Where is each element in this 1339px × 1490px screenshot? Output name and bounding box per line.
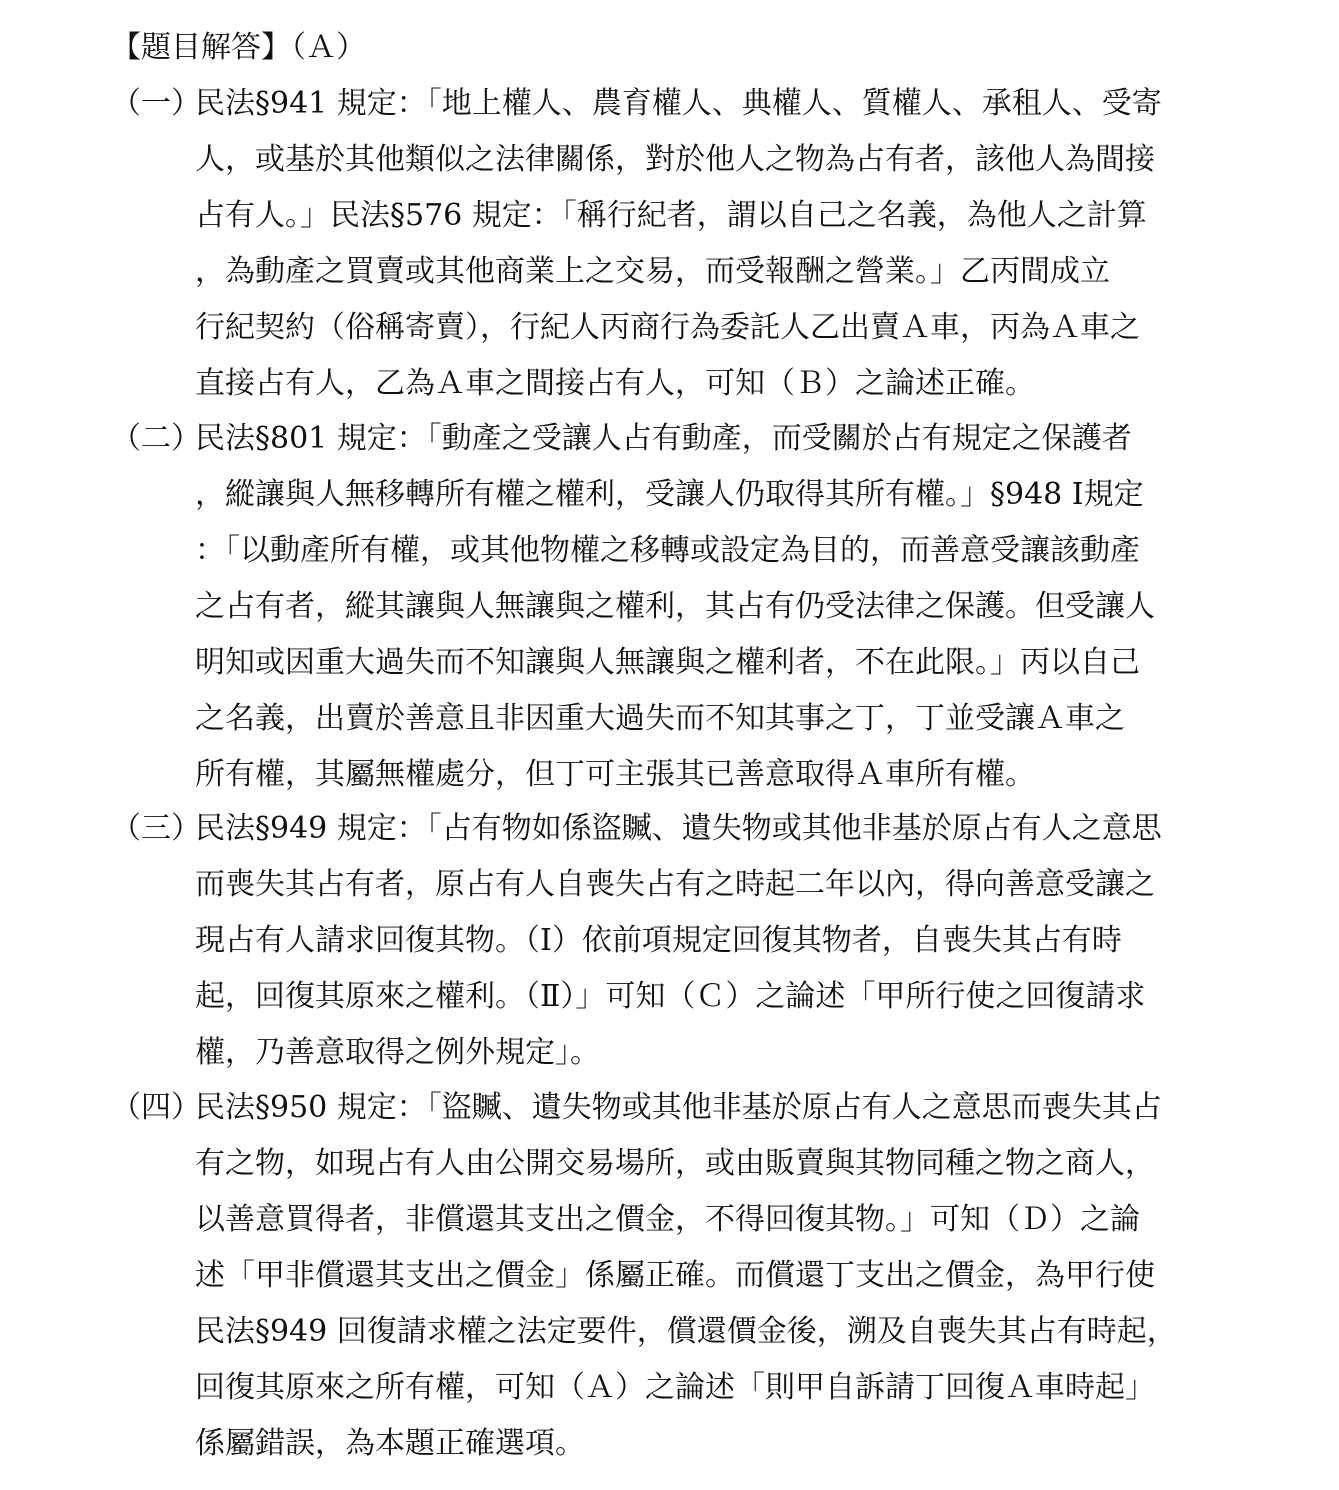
section-body: [195, 76, 1162, 412]
text-line: 之占有者，縱其讓與人無讓與之權利，其占有仍受法律之保護。但受讓人: [195, 589, 1155, 624]
text-line: 民法§950 規定：「盜贓、遺失物或其他非基於原占有人之意思而喪失其占: [195, 1090, 1162, 1125]
section-body: [195, 1080, 1177, 1472]
text-line: 行紀契約（俗稱寄賣），行紀人丙商行為委託人乙出賣Ａ車，丙為Ａ車之: [195, 310, 1140, 345]
text-line: 述「甲非償還其支出之價金」係屬正確。而償還丁支出之價金，為甲行使: [195, 1258, 1155, 1293]
section-marker: （四）: [111, 1090, 201, 1125]
text-line: 民法§949 規定：「占有物如係盜贓、遺失物或其他非基於原占有人之意思: [195, 811, 1162, 846]
text-line: 民法§801 規定：「動產之受讓人占有動產，而受關於占有規定之保護者: [195, 421, 1132, 456]
text-line: 有之物，如現占有人由公開交易場所，或由販賣與其物同種之物之商人，: [195, 1146, 1155, 1181]
text-line: 民法§949 回復請求權之法定要件，償還價金後，溯及自喪失其占有時起，: [195, 1314, 1177, 1349]
text-line: ，縱讓與人無移轉所有權之權利，受讓人仍取得其所有權。」§948 Ⅰ規定: [195, 477, 1144, 512]
text-line: 而喪失其占有者，原占有人自喪失占有之時起二年以內，得向善意受讓之: [195, 867, 1155, 902]
section-marker: （一）: [111, 86, 201, 121]
text-line: ，為動產之買賣或其他商業上之交易，而受報酬之營業。」乙丙間成立: [195, 254, 1110, 289]
section-marker: （三）: [111, 811, 201, 846]
text-line: 係屬錯誤，為本題正確選項。: [195, 1426, 585, 1461]
section-body: [195, 801, 1162, 1081]
text-line: 起，回復其原來之權利。（Ⅱ）」可知（Ｃ）之論述「甲所行使之回復請求: [195, 979, 1146, 1014]
text-line: ：「以動產所有權，或其他物權之移轉或設定為目的，而善意受讓該動產: [195, 533, 1140, 568]
text-line: 現占有人請求回復其物。（Ⅰ）依前項規定回復其物者，自喪失其占有時: [195, 923, 1122, 958]
text-line: 明知或因重大過失而不知讓與人無讓與之權利者，不在此限。」丙以自己: [195, 645, 1140, 680]
section-body: [195, 411, 1155, 803]
answer-heading: 【題目解答】（Ａ）: [111, 30, 366, 65]
text-line: 之名義，出賣於善意且非因重大過失而不知其事之丁，丁並受讓Ａ車之: [195, 701, 1125, 736]
text-line: 回復其原來之所有權，可知（Ａ）之論述「則甲自訴請丁回復Ａ車時起」: [195, 1370, 1155, 1405]
section-marker: （二）: [111, 421, 201, 456]
text-line: 所有權，其屬無權處分，但丁可主張其已善意取得Ａ車所有權。: [195, 757, 1035, 792]
text-line: 權，乃善意取得之例外規定」。: [195, 1035, 600, 1070]
text-line: 直接占有人，乙為Ａ車之間接占有人，可知（Ｂ）之論述正確。: [195, 366, 1035, 401]
text-line: 人，或基於其他類似之法律關係，對於他人之物為占有者，該他人為間接: [195, 142, 1155, 177]
text-line: 民法§941 規定：「地上權人、農育權人、典權人、質權人、承租人、受寄: [195, 86, 1162, 121]
text-line: 以善意買得者，非償還其支出之價金，不得回復其物。」可知（Ｄ）之論: [195, 1202, 1140, 1237]
text-line: 占有人。」民法§576 規定：「稱行紀者，謂以自己之名義，為他人之計算: [195, 198, 1147, 233]
